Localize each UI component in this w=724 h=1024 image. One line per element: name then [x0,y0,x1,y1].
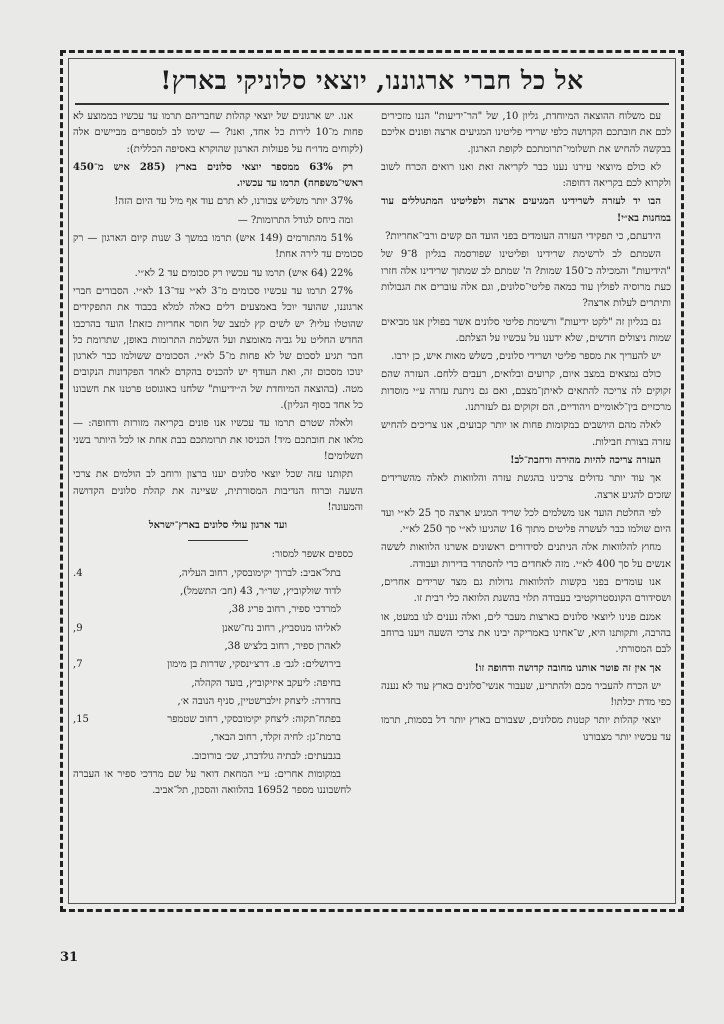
headline-rule [75,103,669,105]
paragraph: העזרה צריכה להיות מהירה ורחבת־לב! [510,454,661,466]
signature: ועד ארגון עולי סלונים בארץ־ישראל [148,520,288,532]
address-text: לאהרן ספיר, רחוב בלצ׳ש 38, [224,640,341,652]
paragraph: לאלה מהם היושבים במקומות פחות או יותר קבועים, אנו צריכים להחיש עזרה בצורת חבילות. [381,420,671,448]
address-line [73,767,363,800]
paragraph: רק 63% ממספר יוצאי סלונים בארץ (285 איש מ־450 ראשי־משפחה) תרמו עד עכשיו. [73,161,363,190]
paragraph: ולאלה שטרם תרמו עד עכשיו אנו פונים בקריאה מזורזת ודחופה: — מלאו את חובתכם מיד! הכניסו את תרומתכם בבת אחת או לכל היותר בשני תשלומים! [73,418,363,462]
paragraph: 37% יותר משליש צבורנו, לא תרם עוד אף מיל עד היום הזה! [114,196,353,208]
article-frame [60,50,684,912]
address-line [73,602,363,618]
paragraph: גם בגליון זה "לקט ידיעות" ורשימת פליטי סלונים אשר בפולין אנו מביאים שמות ניצולים חדשים, שלא ידענו על עכשיו על הצלתם. [381,316,671,344]
paragraph: אך עוד יותר גדולים צרכינו בהגשת עזרה והלוואות לאלה מהשרידים שזכים להגיע ארצה. [381,473,671,501]
paragraph: ומה ביחס לגודל התרומות? — [237,214,353,226]
paragraph: הידעתם, כי תפקידי העזרה העומדים בפני הועד הם קשים ורבי־אחריות? [385,231,661,243]
paragraph: אנו. יש ארגונים של יוצאי קהלות שחבריהם תרמו עד עכשיו בממוצע לא פחות מ־10 לירות כל אחד, ואנו? — שימו לב למספרים מביישים אלה (לקוחים מדו״ח על פעולות הארגון שהוקרא באסיפה הכללית): [73,111,363,155]
address-text: בחדרה: ליצחק זילברשטיין, סניף הנובה א׳, [177,695,341,707]
address-line [73,621,363,637]
paragraph: יש הכרח להעביר מכם ולהתריע, שעבור אנשי־סלונים בארץ עוד לא נענה כפי מדת יכלתו! [381,680,671,709]
address-line [73,676,363,692]
address-line [73,584,363,600]
address-text: בחיפה: ליעקב איזיקוביץ, בועד הקהלה, [191,677,341,689]
address-line [73,694,363,710]
address-text: במקומות אחרים: ע״י המחאת דואר על שם מרדכי ספיר או העברה לחשבוננו מספר 16952 בהלוואה והסכון, תל־אביב. [73,768,351,797]
section-divider [188,540,248,541]
paragraph: 51% מהתורמים (149 איש) תרמו במשך 3 שנות קיום הארגון — רק סכומים עד לירה אחת! [73,233,363,261]
addresses-title: כספים אשפר למסור: [271,549,353,561]
paragraph: אך אין זה פוטר אותנו מחובה קדושה ודחופה זו! [474,662,661,674]
paragraph: 22% (64 איש) תרמו עד עכשיו רק סכומים עד 2 לא״י. [134,267,353,279]
address-line [73,712,363,728]
paragraph: יוצאי קהלות יותר קטנות מסלונים, שצבורם בארץ יותר דל בסמות, תרמו עד עכשיו יותר מצבורנו [381,715,671,743]
article-column-left [73,109,363,899]
address-line [73,566,363,582]
paragraph: תקותנו עזה שכל יוצאי סלונים יענו ברצון ורוחב לב הולמים את צרכי השעה וברוח הנדיבות המסורתית, שציינה את קהלת סלונים הקדושה והמעונה! [73,469,363,513]
page-number: 31 [60,950,79,965]
address-number: 15, [73,714,89,726]
paragraph: לפי החלטת הועד אנו משלמים לכל שריד המגיע ארצה סך 25 לא״י ועד היום שולמו כבר לעשרה פליטים מתוך 16 שהגיעו לא״י סך 250 לא״י. [381,507,671,536]
address-line [73,639,363,655]
paragraph: יש להעריך את מספר פליטי ושרידי סלונים, כשלש מאות איש, כן ירבו. [391,351,661,363]
address-line [73,749,363,765]
paragraph: הבו יד לעזרה לשרידינו המגיעים ארצה ולפליטינו המתגוללים עוד במחנות בא״י! [381,196,671,224]
address-text: למרדכי ספיר, רחוב פריג 38, [228,604,341,616]
address-text: בגבעתים: לבתיה גולדברג, שכ׳ בורוכוב. [191,750,341,762]
paragraph: השמתם לב לרשימת שרידינו ופליטינו שפורסמה בגליון 8־9 של "הידיעות" והמכילה כ־150 שמות? ה' שמתם לב שמתוך שרידינו אלה חזרו כעת מרוסיה לפולין עוד כמאה פליטי־סלונים, וגם אלה עוברים את הגבולות ותיתרים לעלות ארצה? [381,249,671,310]
address-text: לדוד שולקוביץ, שד״ר, 43 (חב׳ התשמל), [180,586,341,598]
address-text: בתל־אביב: לברוך יקימובסקי, רחוב העליה, [178,567,341,579]
paragraph: לא כולם מיוצאי עירנו נענו כבר לקריאה זאת ואנו רואים הכרח לשוב ולקרוא לכם בקריאה דחופה: [381,161,671,190]
address-number: 7, [73,659,83,671]
address-text: בפתח־תקוה: ליצחק יקימובסקי, רחוב שטמפר [167,714,341,726]
address-text: בירושלים: לגב׳ פ. דרצ׳ינסקי, שדרות בן מימון [167,659,341,671]
paragraph: כולם נמצאים במצב איום, קרועים ובלואים, רעבים ללחם. העזרה שהם זקוקים לה צריכה להתאים לאיתן־מצבם, ואם גם ניתנת עזרה ע״י מוסדות מרכזיים בין־לאומיים ויהודיים, הם זקוקים גם לעזרתנו. [381,369,671,414]
paragraph: עם משלוח ההוצאה המיוחדת, גליון 10, של "הר־ידיעות" הננו מזכירים לכם את חובתכם הקדושה כלפי שרידי פליטינו המגיעים ארצה ופונים אליכם בבקשה להחיש את תשלומי־תרומתכם לקופת הארגון. [381,111,671,155]
article-column-right [381,109,671,899]
paragraph: אנו עומדים בפני בקשות להלוואות גדולות גם מצד שרידים אחרים, ושסידורם הקונסטרוקטיבי בעבודה תלוי בהשגת הלוואה כלי רבית זו. [381,577,671,605]
address-line [73,657,363,673]
paragraph: מחוץ להלוואות אלה הניתנים לסידורים ראשונים אשרנו הלוואות לששה אנשים על סך 400 לא״י. מזה לאחדים כדי להסתדר בדירות ועבודה. [381,542,671,570]
paragraph: אמנם פנינו ליוצאי סלונים בארצות מעבר לים, ואלה נענים לנו במעט, או בהרבה, ותקותנו היא, ש־אחינו באמריקה יבינו את צרכי השעה ויענו ברוחב לבם המסורתי. [381,611,671,656]
article-headline: אל כל חברי ארגוננו, יוצאי סלוניקי בארץ! [160,66,584,95]
address-line [73,730,363,746]
address-number: 9, [73,622,83,634]
paragraph: 27% תרמו עד עכשיו סכומים מ־3 לא״י עד־13 לא״י. הסבורים חברי ארגוננו, שהועד יוכל באמצעים דלים כאלה למלא בכבוד את התפקידים שהוטלו עליו? יש לשים קץ למצב של חוסר אחריות כזאת! הועד בהרכבו החדש החליט על גביה מאומצת ועל השלמת התרומות באופן, שתרומת כל חבר תגיע לסכום של לא פחות מ־5 לא״י. הסכומים ששולמו כבר לארגון ינוכו מסכום זה, ואת העודף יש להכניס בהקדם לאחד הפקדונות הנקובים מטה. (בהוצאה המיוחדת של ה״ידיעות" שלחנו באוגוסט פרטנו את חשבונו כל אחד בסוף הגליון). [73,285,363,412]
address-text: ברמת־גן: לחיה זקלד, רחוב הבאר, [210,732,341,744]
address-number: 4. [73,567,83,579]
address-text: לאליהו מנוסביץ, רחוב נח־שאנן [221,622,341,634]
